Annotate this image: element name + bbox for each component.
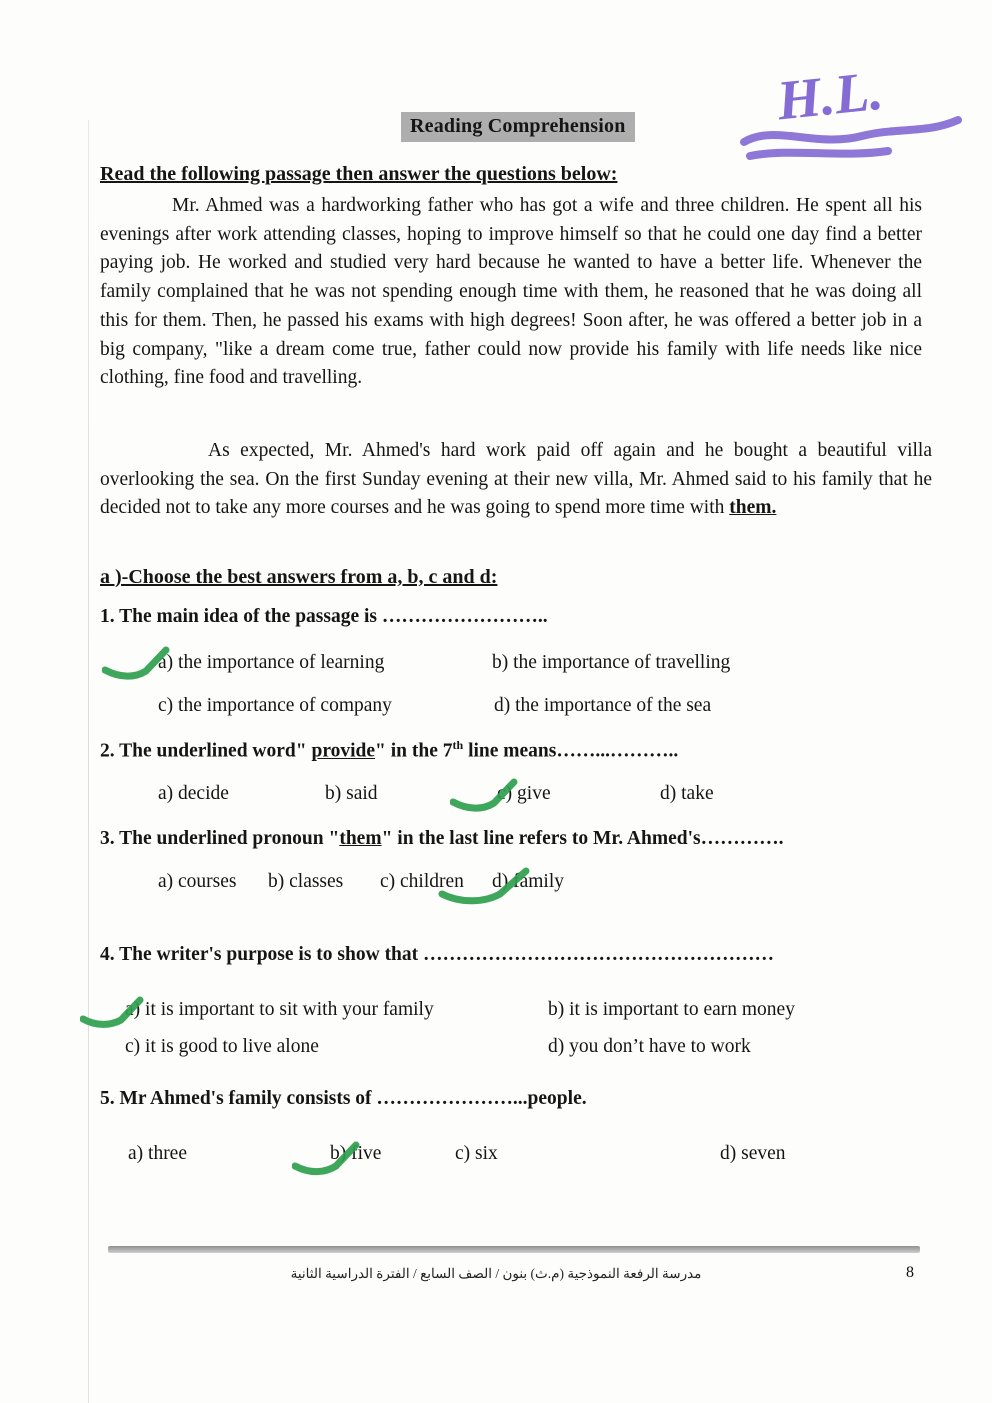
q1-option-d: d) the importance of the sea [494, 695, 712, 716]
passage-them-underlined: them. [729, 497, 777, 519]
q4-option-c: c) it is good to live alone [125, 1036, 319, 1057]
footer-divider-bar [108, 1246, 920, 1253]
q2-option-d: d) take [660, 783, 714, 804]
q5-option-d: d) seven [720, 1143, 786, 1164]
q3-option-a: a) courses [158, 871, 237, 892]
passage-paragraph-1-text: Mr. Ahmed was a hardworking father who has got a wife and three children. He spent all his evenings after work attending classes, hoping to improve himself so that he could one day find a better paying job. He worked and studied very hard because he wanted to have a better life. Whenever the family complained that he was not spending enough time with them, he reasoned that he was doing all this for them. Then, he passed his exams with high degrees! Soon after, he was offered a better job in a big company, "like a dream come true, father could now provide his family with life needs like nice clothing, fine food and travelling. [100, 195, 922, 389]
instructions-heading: Read the following passage then answer the questions below: [100, 163, 618, 185]
title-wrap [401, 112, 635, 142]
question-2-text [100, 738, 678, 763]
question-5-text: 5. Mr Ahmed's family consists of …………………...people. [100, 1088, 587, 1109]
checkmark-icon-q1a [102, 646, 172, 686]
passage-paragraph-2 [100, 437, 932, 523]
q2-option-c: c) give [497, 783, 551, 804]
q3-text-suffix: " in the last line refers to Mr. Ahmed's…………. [381, 828, 784, 849]
q2-option-a: a) decide [158, 783, 229, 804]
q3-text-prefix: 3. The underlined pronoun " [100, 828, 340, 849]
q2-text-suffix: line means……...……….. [463, 740, 679, 762]
q3-underlined-word: them [339, 828, 382, 849]
q3-option-d: d) family [492, 871, 565, 892]
question-4-text: 4. The writer's purpose is to show that ……………………………………………… [100, 944, 775, 965]
q2-text-prefix: 2. The underlined word" [100, 740, 312, 762]
question-3-text [100, 828, 783, 850]
passage-paragraph-2-text: As expected, Mr. Ahmed's hard work paid off again and he bought a beautiful villa overlooking the sea. On the first Sunday evening at their new villa, Mr. Ahmed said to his family that he decided not to take any more courses and he was going to spend more time with [100, 440, 932, 519]
q5-option-c: c) six [455, 1143, 498, 1164]
q1-option-a: a) the importance of learning [158, 652, 385, 673]
checkmark-icon-q2c [450, 778, 520, 818]
passage-paragraph-1 [100, 192, 922, 393]
page-number: 8 [906, 1264, 914, 1281]
page-title: Reading Comprehension [401, 112, 635, 142]
q2-option-b: b) said [325, 783, 378, 804]
checkmark-icon-q5b [292, 1140, 362, 1182]
checkmark-icon-q3d [438, 866, 533, 910]
handwriting-underline-swoosh-2 [750, 151, 888, 156]
q4-option-b: b) it is important to earn money [548, 999, 795, 1020]
scan-artifact-line [88, 120, 89, 1403]
q5-option-a: a) three [128, 1143, 187, 1164]
q2-text-mid: " in the 7 [375, 740, 453, 762]
q2-superscript: th [452, 738, 464, 752]
q4-option-d: d) you don’t have to work [548, 1036, 751, 1057]
checkmark-icon-q4a [80, 996, 146, 1034]
q4-option-a: a) it is important to sit with your family [125, 999, 434, 1020]
q1-option-c: c) the importance of company [158, 695, 392, 716]
q5-option-b: b) five [330, 1143, 382, 1164]
q1-option-b: b) the importance of travelling [492, 652, 731, 673]
q3-option-c: c) children [380, 871, 464, 892]
section-heading: a )-Choose the best answers from a, b, c and d: [100, 566, 498, 588]
question-1-text: 1. The main idea of the passage is …………………….. [100, 606, 548, 627]
q2-underlined-word: provide [311, 740, 376, 762]
handwritten-initials: H.L. [774, 59, 886, 133]
footer-school-text: مدرسة الرفعة النموذجية (م.ث) بنون / الصف السابع / الفترة الدراسية الثانية [290, 1266, 702, 1281]
q3-option-b: b) classes [268, 871, 344, 892]
handwriting-group [730, 48, 980, 173]
